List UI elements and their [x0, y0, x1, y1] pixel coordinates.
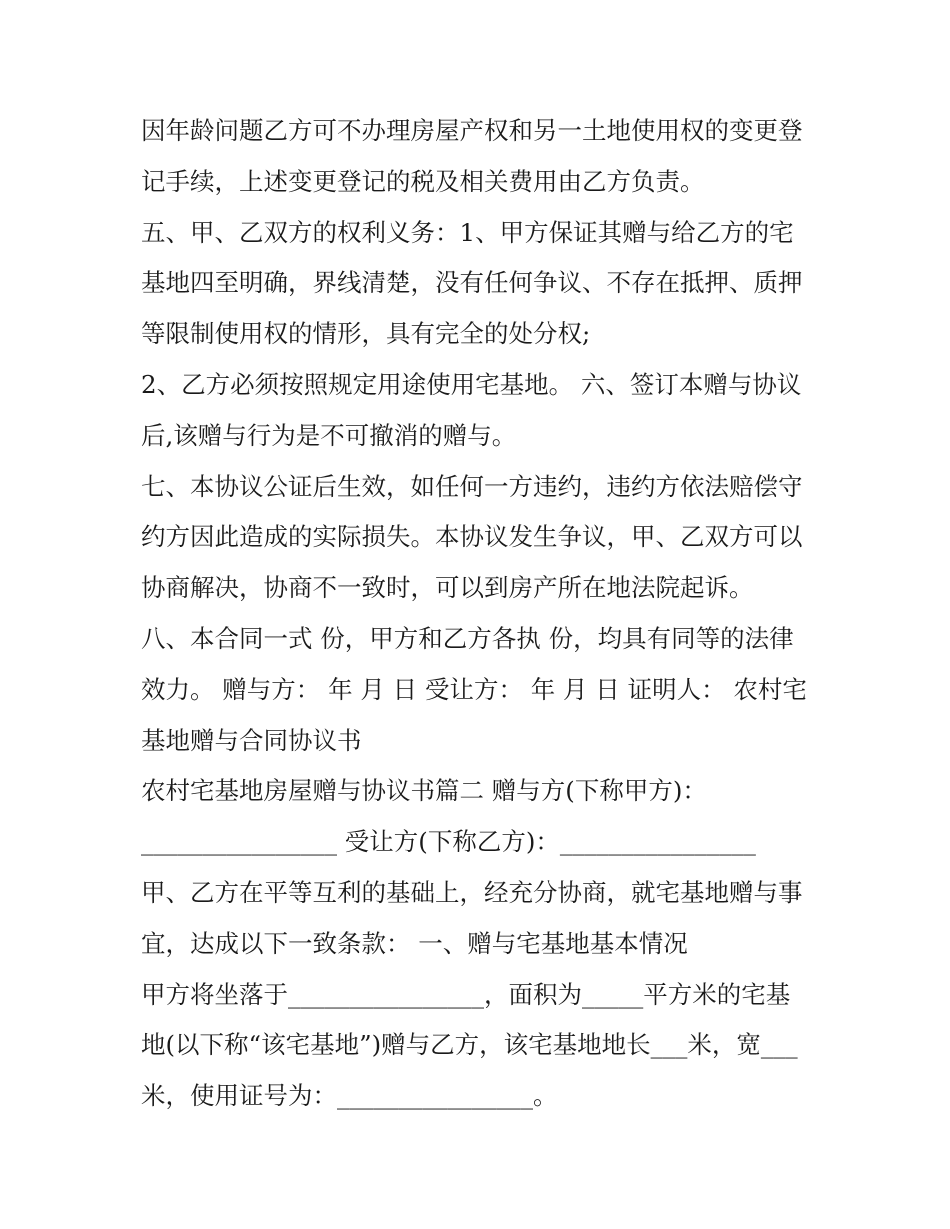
text-line: 基地赠与合同协议书 — [141, 725, 362, 755]
text-line: 甲方将坐落于________________，面积为_____平方米的宅基 — [141, 979, 791, 1009]
text-line: 宜，达成以下一致条款： 一、赠与宅基地基本情况 — [141, 928, 688, 958]
text-line: 协商解决，协商不一致时，可以到房产所在地法院起诉。 — [141, 573, 754, 603]
text-line: 五、甲、乙双方的权利义务：1、甲方保证其赠与给乙方的宅 — [141, 217, 794, 247]
text-line: 农村宅基地房屋赠与协议书篇二 赠与方(下称甲方)： — [141, 776, 707, 806]
document-body — [141, 106, 821, 1122]
text-line: 甲、乙方在平等互利的基础上，经充分协商，就宅基地赠与事 — [141, 877, 803, 907]
text-line: 后,该赠与行为是不可撤消的赠与。 — [141, 420, 517, 450]
text-line: 因年龄问题乙方可不办理房屋产权和另一土地使用权的变更登 — [141, 116, 803, 145]
text-line: 效力。 赠与方： 年 月 日 受让方： 年 月 日 证明人： 农村宅 — [141, 674, 807, 704]
text-line: 基地四至明确，界线清楚，没有任何争议、不存在抵押、质押 — [141, 268, 803, 298]
text-line: 约方因此造成的实际损失。本协议发生争议，甲、乙双方可以 — [141, 522, 803, 552]
text-line: 米，使用证号为：________________。 — [141, 1081, 558, 1111]
text-line: ________________ 受让方(下称乙方)：________________ — [141, 827, 756, 857]
text-line: 等限制使用权的情形，具有完全的处分权; — [141, 319, 591, 349]
text-line: 2、乙方必须按照规定用途使用宅基地。 六、签订本赠与协议 — [141, 369, 802, 399]
text-line: 地(以下称“该宅基地”)赠与乙方，该宅基地地长___米，宽___ — [141, 1030, 798, 1060]
text-line: 八、本合同一式 份，甲方和乙方各执 份，均具有同等的法律 — [141, 623, 794, 653]
text-line: 七、本协议公证后生效，如任何一方违约，违约方依法赔偿守 — [141, 471, 803, 501]
text-line: 记手续，上述变更登记的税及相关费用由乙方负责。 — [141, 166, 705, 196]
